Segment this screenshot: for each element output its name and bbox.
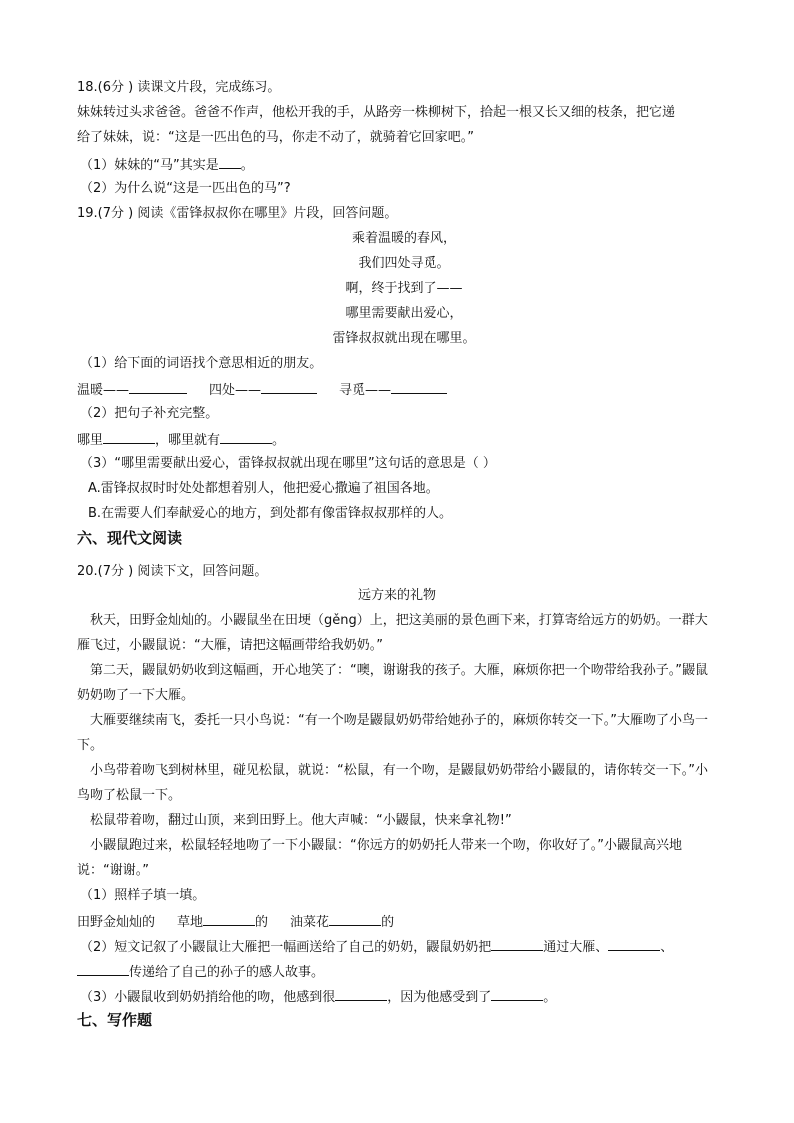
q20-sub3 — [80, 987, 556, 1007]
answer-blank[interactable] — [261, 380, 317, 394]
article-paragraph: 小鼹鼠跑过来，松鼠轻轻地吻了一下小鼹鼠：“你远方的奶奶托人带来一个吻，你收好了。”小鼹鼠高兴地说：“谢谢。” — [77, 838, 682, 878]
answer-blank[interactable] — [219, 155, 241, 169]
word-pair-label: 温暖—— — [77, 383, 130, 398]
fill-text: 。 — [272, 433, 286, 448]
example-text: 的 — [255, 915, 269, 930]
answer-blank[interactable] — [335, 987, 387, 1001]
section-heading: 六、现代文阅读 — [77, 529, 183, 547]
answer-blank[interactable] — [220, 430, 272, 444]
q18-sub1 — [80, 155, 254, 175]
poem-line: 雷锋叔叔就出现在哪里。 — [332, 331, 476, 346]
q20-header: 20.(7分 ) 阅读下文，回答问题。 — [77, 564, 268, 579]
q18-passage-line2: 给了妹妹，说：“这是一匹出色的马，你走不动了，就骑着它回家吧。” — [77, 130, 474, 145]
q20-sub2-cont — [77, 962, 324, 982]
article-paragraph: 秋天，田野金灿灿的。小鼹鼠坐在田埂（gěng）上，把这美丽的景色画下来，打算寄给远方的奶奶。一群大雁飞过，小鼹鼠说：“大雁，请把这幅画带给我奶奶。” — [77, 613, 708, 653]
q20-sub3-text: ，因为他感受到了 — [387, 990, 492, 1005]
answer-blank[interactable] — [491, 937, 543, 951]
example-text: 草地 — [177, 915, 204, 930]
q19-sub2: （2）把句子补充完整。 — [80, 406, 219, 421]
example-text: 油菜花 — [290, 915, 330, 930]
answer-blank[interactable] — [608, 937, 660, 951]
poem-line: 哪里需要献出爱心， — [345, 306, 463, 321]
q19-sub1: （1）给下面的词语找个意思相近的朋友。 — [80, 356, 323, 371]
option-b[interactable]: B.在需要人们奉献爱心的地方，到处都有像雷锋叔叔那样的人。 — [88, 506, 453, 521]
answer-blank[interactable] — [203, 912, 255, 926]
q18-passage-line1: 妹妹转过头求爸爸。爸爸不作声，他松开我的手，从路旁一株柳树下，拾起一根又长又细的枝条，把它递 — [77, 105, 676, 120]
answer-blank[interactable] — [491, 987, 543, 1001]
q18-header: 18.(6分 ) 读课文片段，完成练习。 — [77, 80, 281, 95]
article-title: 远方来的礼物 — [357, 588, 436, 603]
article-paragraph: 大雁要继续南飞，委托一只小鸟说：“有一个吻是鼹鼠奶奶带给她孙子的，麻烦你转交一下。”大雁吻了小鸟一下。 — [77, 713, 708, 753]
poem-line: 啊，终于找到了—— — [345, 281, 463, 296]
q20-sub1: （1）照样子填一填。 — [80, 888, 206, 903]
q18-sub1-prefix: （1）妹妹的“马”其实是 — [80, 158, 219, 173]
q20-sub2-text: （2）短文记叙了小鼹鼠让大雁把一幅画送给了自己的奶奶，鼹鼠奶奶把 — [80, 940, 492, 955]
answer-blank[interactable] — [77, 962, 129, 976]
article-paragraph: 小鸟带着吻飞到树林里，碰见松鼠，就说：“松鼠，有一个吻，是鼹鼠奶奶带给小鼹鼠的，请你转交一下。”小鸟吻了松鼠一下。 — [77, 763, 708, 803]
example-text: 的 — [381, 915, 395, 930]
answer-blank[interactable] — [329, 912, 381, 926]
q18-sub2: （2）为什么说“这是一匹出色的马”? — [80, 181, 291, 196]
q19-fill-sentence — [77, 430, 285, 450]
q20-sub3-text: （3）小鼹鼠收到奶奶捎给他的吻，他感到很 — [80, 990, 336, 1005]
option-a[interactable]: A.雷锋叔叔时时处处都想着别人，他把爱心撒遍了祖国各地。 — [88, 481, 439, 496]
q18-sub1-suffix: 。 — [240, 158, 254, 173]
section-heading: 七、写作题 — [77, 1011, 153, 1029]
q19-sub3: （3）“哪里需要献出爱心，雷锋叔叔就出现在哪里”这句话的意思是（ ） — [80, 456, 496, 471]
example-text: 田野金灿灿的 — [77, 915, 156, 930]
answer-blank[interactable] — [129, 380, 187, 394]
word-pair-label: 四处—— — [209, 383, 262, 398]
q19-word-pairs — [77, 380, 447, 400]
q20-sub2-text: 通过大雁、 — [543, 940, 609, 955]
q19-header: 19.(7分 ) 阅读《雷锋叔叔你在哪里》片段，回答问题。 — [77, 206, 398, 221]
poem-line: 乘着温暖的春风， — [351, 231, 456, 246]
answer-blank[interactable] — [391, 380, 447, 394]
q20-sub2 — [80, 937, 673, 957]
word-pair-label: 寻觅—— — [339, 383, 392, 398]
q20-sub2-text: 传递给了自己的孙子的感人故事。 — [129, 965, 325, 980]
poem-line: 我们四处寻觅。 — [358, 256, 450, 271]
answer-blank[interactable] — [103, 430, 155, 444]
fill-text: ，哪里就有 — [155, 433, 221, 448]
q20-sub2-text: 、 — [660, 940, 674, 955]
article-paragraph: 松鼠带着吻，翻过山顶，来到田野上。他大声喊：“小鼹鼠，快来拿礼物!” — [90, 813, 512, 828]
q20-sub3-text: 。 — [543, 990, 557, 1005]
q20-example-row — [77, 912, 394, 932]
fill-text: 哪里 — [77, 433, 104, 448]
article-paragraph: 第二天，鼹鼠奶奶收到这幅画，开心地笑了：“噢，谢谢我的孩子。大雁，麻烦你把一个吻带给我孙子。”鼹鼠奶奶吻了一下大雁。 — [77, 663, 708, 703]
